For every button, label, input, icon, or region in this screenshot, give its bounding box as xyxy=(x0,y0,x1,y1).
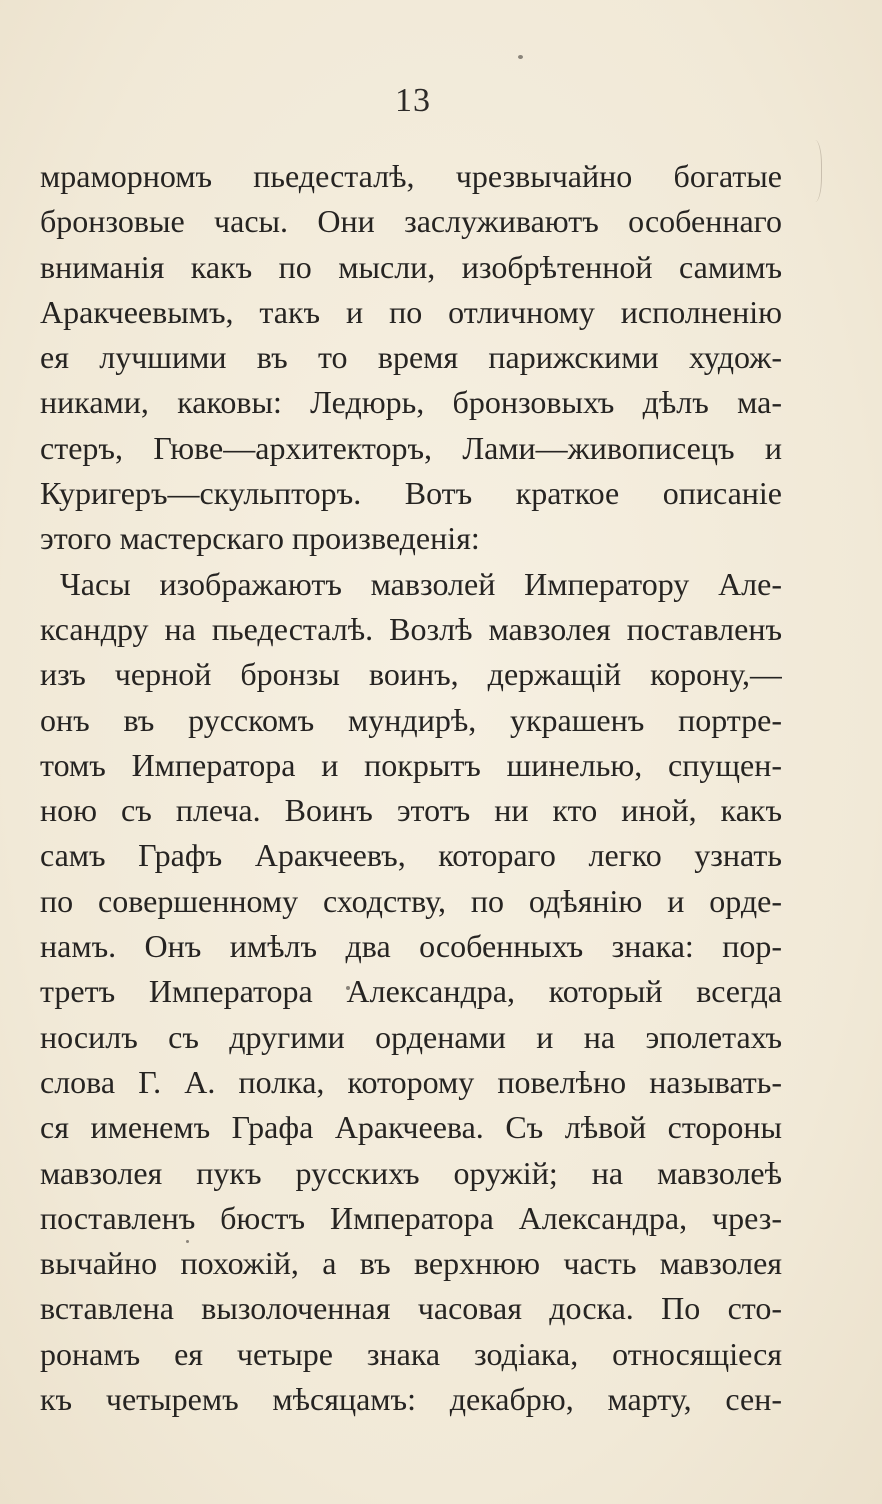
text-line: ксандру на пьедесталѣ. Возлѣ мавзолея поставленъ xyxy=(40,610,782,647)
text-line: ною съ плеча. Воинъ этотъ ни кто иной, какъ xyxy=(40,792,782,829)
text-line: носилъ съ другими орденами и на эполетахъ xyxy=(40,1018,782,1055)
text-line: вставлена вызолоченная часовая доска. По сто- xyxy=(40,1290,782,1327)
text-line: бронзовые часы. Они заслуживаютъ особеннаго xyxy=(40,203,782,240)
page-number: 13 xyxy=(395,82,431,119)
text-line: Аракчеевымъ, такъ и по отличному исполненію xyxy=(40,293,782,330)
text-line: Куригеръ—скульпторъ. Вотъ краткое описаніе xyxy=(40,475,782,512)
text-line: ся именемъ Графа Аракчеева. Съ лѣвой стороны xyxy=(40,1109,782,1146)
text-line: ронамъ ея четыре знака зодіака, относящіеся xyxy=(40,1335,782,1372)
text-line: этого мастерскаго произведенія: xyxy=(40,520,480,557)
text-line: мавзолея пукъ русскихъ оружій; на мавзолеѣ xyxy=(40,1154,782,1191)
text-line: третъ Императора Александра, который всегда xyxy=(40,973,782,1010)
text-line: стеръ, Гюве—архитекторъ, Лами—живописецъ и xyxy=(40,429,782,466)
text-line: по совершенному сходству, по одѣянію и орде- xyxy=(40,882,782,919)
text-line: онъ въ русскомъ мундирѣ, украшенъ портре- xyxy=(40,701,782,738)
text-line: Часы изображаютъ мавзолей Императору Але- xyxy=(60,565,782,602)
margin-mark xyxy=(805,140,822,202)
text-line: изъ черной бронзы воинъ, держащій корону,— xyxy=(40,656,782,693)
ink-speck xyxy=(518,55,523,59)
text-line: къ четыремъ мѣсяцамъ: декабрю, марту, сен- xyxy=(40,1381,782,1418)
text-line: самъ Графъ Аракчеевъ, котораго легко узнать xyxy=(40,837,782,874)
text-line: вычайно похожій, а въ верхнюю часть мавзолея xyxy=(40,1245,782,1282)
text-line: слова Г. А. полка, которому повелѣно называть- xyxy=(40,1063,782,1100)
body-text xyxy=(40,154,782,1422)
text-line: никами, каковы: Ледюрь, бронзовыхъ дѣлъ ма- xyxy=(40,384,782,421)
text-line: томъ Императора и покрытъ шинелью, спущен- xyxy=(40,746,782,783)
text-line: вниманія какъ по мысли, изобрѣтенной самимъ xyxy=(40,248,782,285)
text-line: поставленъ бюстъ Императора Александра, чрез- xyxy=(40,1199,782,1236)
text-line: мраморномъ пьедесталѣ, чрезвычайно богатые xyxy=(40,158,782,194)
text-line: ея лучшими въ то время парижскими худож- xyxy=(40,339,782,376)
text-line: намъ. Онъ имѣлъ два особенныхъ знака: пор- xyxy=(40,928,782,965)
